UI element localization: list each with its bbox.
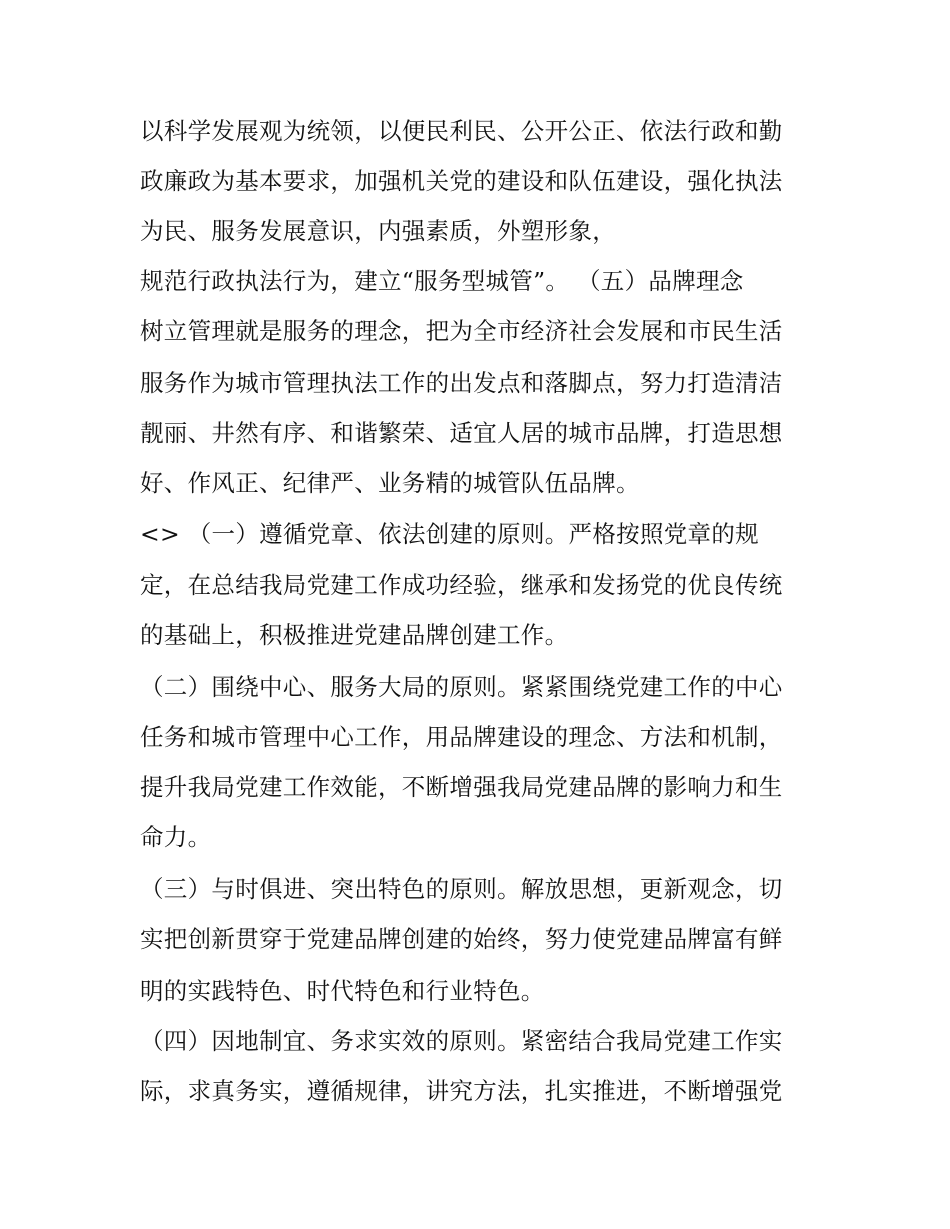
text-line: 为民、服务发展意识，内强素质，外塑形象，: [140, 217, 616, 245]
text-line: <> （一）遵循党章、依法创建的原则。严格按照党章的规: [140, 520, 759, 548]
text-line: 政廉政为基本要求，加强机关党的建设和队伍建设，强化执法: [140, 167, 783, 195]
text-line: 以科学发展观为统领，以便民利民、公开公正、依法行政和勤: [140, 117, 783, 145]
text-line: 际，求真务实，遵循规律，讲究方法，扎实推进，不断增强党: [140, 1077, 783, 1105]
text-line: （二）围绕中心、服务大局的原则。紧紧围绕党建工作的中心: [140, 673, 783, 701]
text-line: 的基础上，积极推进党建品牌创建工作。: [140, 621, 569, 649]
text-line: 好、作风正、纪律严、业务精的城管队伍品牌。: [140, 469, 640, 497]
text-line: （四）因地制宜、务求实效的原则。紧密结合我局党建工作实: [140, 1027, 783, 1055]
text-line: 定，在总结我局党建工作成功经验，继承和发扬党的优良传统: [140, 571, 783, 599]
text-line: 服务作为城市管理执法工作的出发点和落脚点，努力打造清洁: [140, 369, 783, 397]
text-line: 任务和城市管理中心工作，用品牌建设的理念、方法和机制，: [140, 723, 783, 751]
text-line: 命力。: [140, 823, 212, 851]
text-line: （三）与时俱进、突出特色的原则。解放思想，更新观念，切: [140, 875, 783, 903]
text-line: 靓丽、井然有序、和谐繁荣、适宜人居的城市品牌，打造思想: [140, 419, 783, 447]
text-line: 规范行政执法行为，建立“服务型城管”。 （五）品牌理念: [140, 267, 744, 295]
text-line: 树立管理就是服务的理念，把为全市经济社会发展和市民生活: [140, 317, 783, 345]
text-line: 实把创新贯穿于党建品牌创建的始终，努力使党建品牌富有鲜: [140, 925, 783, 953]
text-line: 明的实践特色、时代特色和行业特色。: [140, 977, 545, 1005]
text-line: 提升我局党建工作效能，不断增强我局党建品牌的影响力和生: [140, 773, 783, 801]
